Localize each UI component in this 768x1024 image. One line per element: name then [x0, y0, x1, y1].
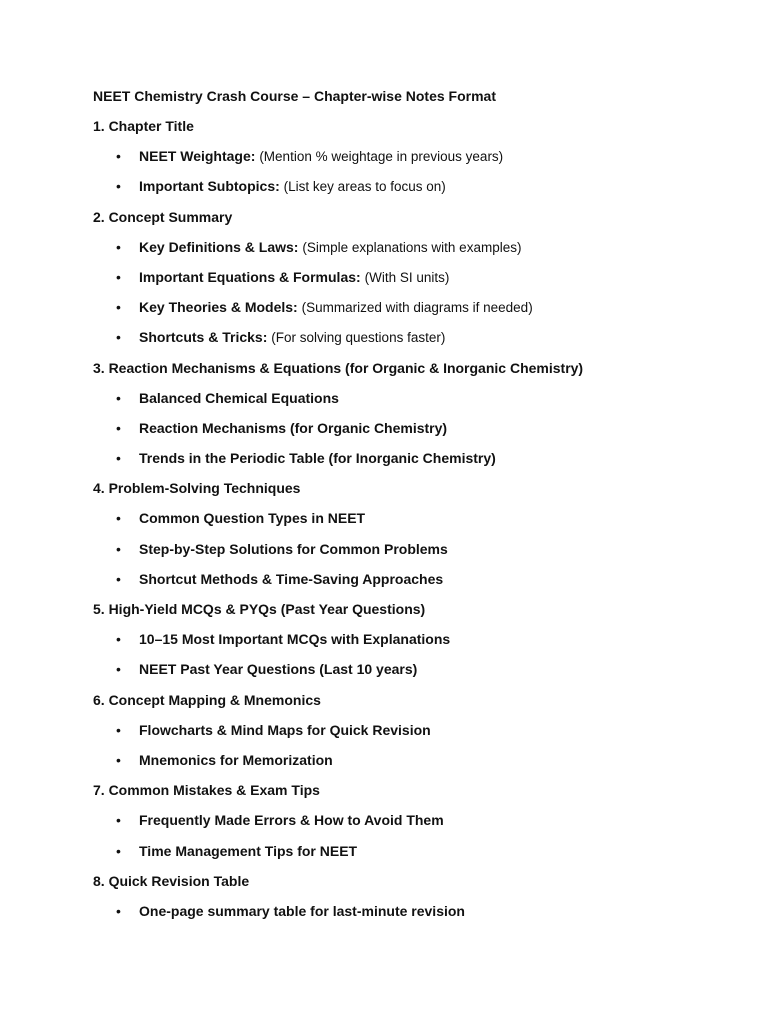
- bullet-note: (Simple explanations with examples): [302, 239, 522, 255]
- section-heading: 2. Concept Summary: [93, 208, 233, 225]
- section-8: [93, 870, 733, 930]
- bullet-note: (List key areas to focus on): [283, 179, 446, 195]
- section-6: [93, 689, 733, 780]
- bullet-item: [93, 538, 733, 568]
- bullet-item: [93, 749, 733, 779]
- document-title: NEET Chemistry Crash Course – Chapter-wise Notes Format: [93, 88, 496, 104]
- bullet-list: [93, 236, 733, 357]
- bullet-item: [93, 145, 733, 175]
- bullet-list: [93, 719, 733, 779]
- bullet-dot-icon: •: [116, 238, 121, 255]
- section-5: [93, 598, 733, 689]
- bullet-item: [93, 840, 733, 870]
- section-heading: 1. Chapter Title: [93, 118, 194, 134]
- bullet-dot-icon: •: [116, 419, 121, 436]
- bullet-item: [93, 628, 733, 658]
- section-heading: 6. Concept Mapping & Mnemonics: [93, 691, 321, 708]
- bullet-dot-icon: •: [116, 661, 121, 678]
- bullet-list: [93, 145, 733, 205]
- bullet-dot-icon: •: [116, 570, 121, 587]
- section-7: [93, 779, 733, 870]
- sections-container: [93, 115, 733, 930]
- bullet-item: [93, 568, 733, 598]
- bullet-label: Shortcuts & Tricks:: [139, 329, 268, 346]
- bullet-dot-icon: •: [116, 148, 121, 165]
- bullet-item: [93, 266, 733, 296]
- bullet-dot-icon: •: [116, 178, 121, 195]
- bullet-label: Step-by-Step Solutions for Common Problems: [139, 540, 448, 557]
- bullet-item: [93, 175, 733, 205]
- bullet-list: [93, 809, 733, 869]
- document-body: [93, 85, 733, 930]
- bullet-list: [93, 628, 733, 688]
- bullet-dot-icon: •: [116, 812, 121, 829]
- bullet-label: NEET Past Year Questions (Last 10 years): [139, 661, 418, 678]
- bullet-item: [93, 658, 733, 688]
- bullet-dot-icon: •: [116, 299, 121, 316]
- bullet-dot-icon: •: [116, 268, 121, 285]
- section-heading: 4. Problem-Solving Techniques: [93, 480, 301, 497]
- bullet-label: Frequently Made Errors & How to Avoid Them: [139, 812, 444, 829]
- bullet-dot-icon: •: [116, 751, 121, 768]
- section-3: [93, 357, 733, 478]
- bullet-item: [93, 447, 733, 477]
- bullet-label: Important Subtopics:: [139, 178, 280, 195]
- bullet-dot-icon: •: [116, 631, 121, 648]
- bullet-list: [93, 387, 733, 478]
- bullet-item: [93, 809, 733, 839]
- bullet-list: [93, 507, 733, 598]
- bullet-item: [93, 296, 733, 326]
- bullet-label: Shortcut Methods & Time-Saving Approaches: [139, 570, 444, 587]
- bullet-label: Reaction Mechanisms (for Organic Chemistry): [139, 419, 448, 436]
- bullet-label: Important Equations & Formulas:: [139, 268, 361, 285]
- bullet-note: (With SI units): [364, 269, 450, 285]
- bullet-item: [93, 900, 733, 930]
- section-heading: 8. Quick Revision Table: [93, 872, 250, 889]
- bullet-label: Time Management Tips for NEET: [139, 842, 358, 859]
- bullet-note: (Summarized with diagrams if needed): [301, 300, 533, 316]
- bullet-dot-icon: •: [116, 902, 121, 919]
- bullet-label: Key Definitions & Laws:: [139, 238, 299, 255]
- section-1: [93, 115, 733, 206]
- bullet-item: [93, 719, 733, 749]
- bullet-label: One-page summary table for last-minute revision: [139, 902, 465, 919]
- bullet-label: Trends in the Periodic Table (for Inorganic Chemistry): [139, 450, 496, 467]
- bullet-dot-icon: •: [116, 842, 121, 859]
- bullet-item: [93, 417, 733, 447]
- bullet-item: [93, 387, 733, 417]
- bullet-label: Mnemonics for Memorization: [139, 751, 333, 768]
- bullet-label: Key Theories & Models:: [139, 299, 298, 316]
- bullet-item: [93, 507, 733, 537]
- bullet-note: (Mention % weightage in previous years): [259, 149, 504, 165]
- bullet-dot-icon: •: [116, 510, 121, 527]
- bullet-item: [93, 236, 733, 266]
- bullet-label: Balanced Chemical Equations: [139, 389, 339, 406]
- bullet-list: [93, 900, 733, 930]
- section-2: [93, 206, 733, 357]
- bullet-label: Common Question Types in NEET: [139, 510, 366, 527]
- bullet-dot-icon: •: [116, 450, 121, 467]
- bullet-label: Flowcharts & Mind Maps for Quick Revision: [139, 721, 431, 738]
- bullet-item: [93, 326, 733, 356]
- bullet-dot-icon: •: [116, 389, 121, 406]
- section-heading: 7. Common Mistakes & Exam Tips: [93, 782, 320, 799]
- bullet-note: (For solving questions faster): [271, 330, 446, 346]
- section-heading: 3. Reaction Mechanisms & Equations (for Organic & Inorganic Chemistry): [93, 359, 584, 376]
- bullet-label: NEET Weightage:: [139, 148, 256, 165]
- bullet-label: 10–15 Most Important MCQs with Explanations: [139, 631, 451, 648]
- section-4: [93, 477, 733, 598]
- bullet-dot-icon: •: [116, 721, 121, 738]
- bullet-dot-icon: •: [116, 540, 121, 557]
- section-heading: 5. High-Yield MCQs & PYQs (Past Year Questions): [93, 601, 426, 617]
- bullet-dot-icon: •: [116, 329, 121, 346]
